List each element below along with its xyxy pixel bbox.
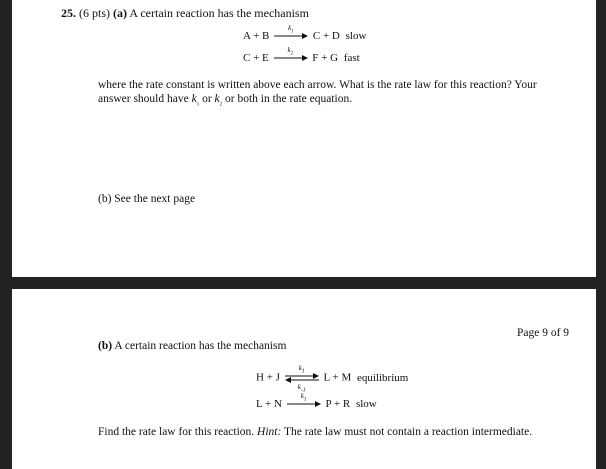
mechanism-a-step-1: [243, 24, 367, 42]
reactants: C + E: [243, 52, 269, 64]
mechanism-b-step-1: [256, 364, 409, 394]
line-text: or both in the rate equation.: [225, 93, 353, 105]
part-a-label: (a): [113, 6, 127, 20]
hint-text: The rate law must not contain a reaction intermediate.: [284, 426, 533, 438]
equilibrium-arrows-icon: $k_1$ $k_{-1}$: [285, 371, 319, 385]
step-note: slow: [355, 398, 377, 410]
part-a-text: A certain reaction has the mechanism: [129, 6, 309, 20]
exam-page-bottom: [12, 289, 596, 469]
step-note: equilibrium: [356, 371, 409, 384]
arrow-right-icon: $k_1$: [274, 30, 308, 42]
instructions-paragraph: [98, 78, 537, 112]
products: P + R: [325, 398, 351, 410]
page-number: Page 9 of 9: [517, 327, 570, 339]
line-text: answer should have: [98, 93, 189, 105]
k2-symbol: $k_2$: [214, 93, 223, 108]
part-b-text: A certain reaction has the mechanism: [114, 340, 287, 352]
step-note: fast: [343, 52, 360, 64]
or-word: or: [202, 93, 212, 105]
arrow-right-icon: $k_2$: [274, 52, 308, 64]
step-note: slow: [345, 30, 367, 42]
products: L + M: [323, 371, 352, 384]
reactants: L + N: [256, 398, 282, 410]
instructions-line-2: [98, 92, 537, 112]
part-b-label: (b): [98, 340, 113, 352]
k1-symbol: $k_1$: [191, 93, 200, 108]
mechanism-b-step-2: [256, 392, 377, 410]
reactants: A + B: [243, 30, 270, 42]
hint-label: Hint:: [257, 426, 282, 438]
reactants: H + J: [256, 371, 280, 384]
question-header: [61, 6, 309, 21]
products: F + G: [312, 52, 339, 64]
part-b-reference: (b) See the next page: [98, 193, 196, 205]
instructions-line-1: where the rate constant is written above each arrow. What is the rate law for this reaction? Your: [98, 79, 537, 91]
question-points: (6 pts): [79, 6, 110, 20]
products: C + D: [312, 30, 340, 42]
mechanism-a-step-2: [243, 46, 360, 64]
arrow-right-icon: $k_3$: [287, 398, 321, 410]
find-text: Find the rate law for this reaction.: [98, 426, 255, 438]
exam-page-top: [12, 0, 596, 277]
question-number: 25.: [61, 6, 76, 20]
find-rate-law-instruction: [98, 425, 532, 439]
part-b-header: [98, 339, 286, 353]
